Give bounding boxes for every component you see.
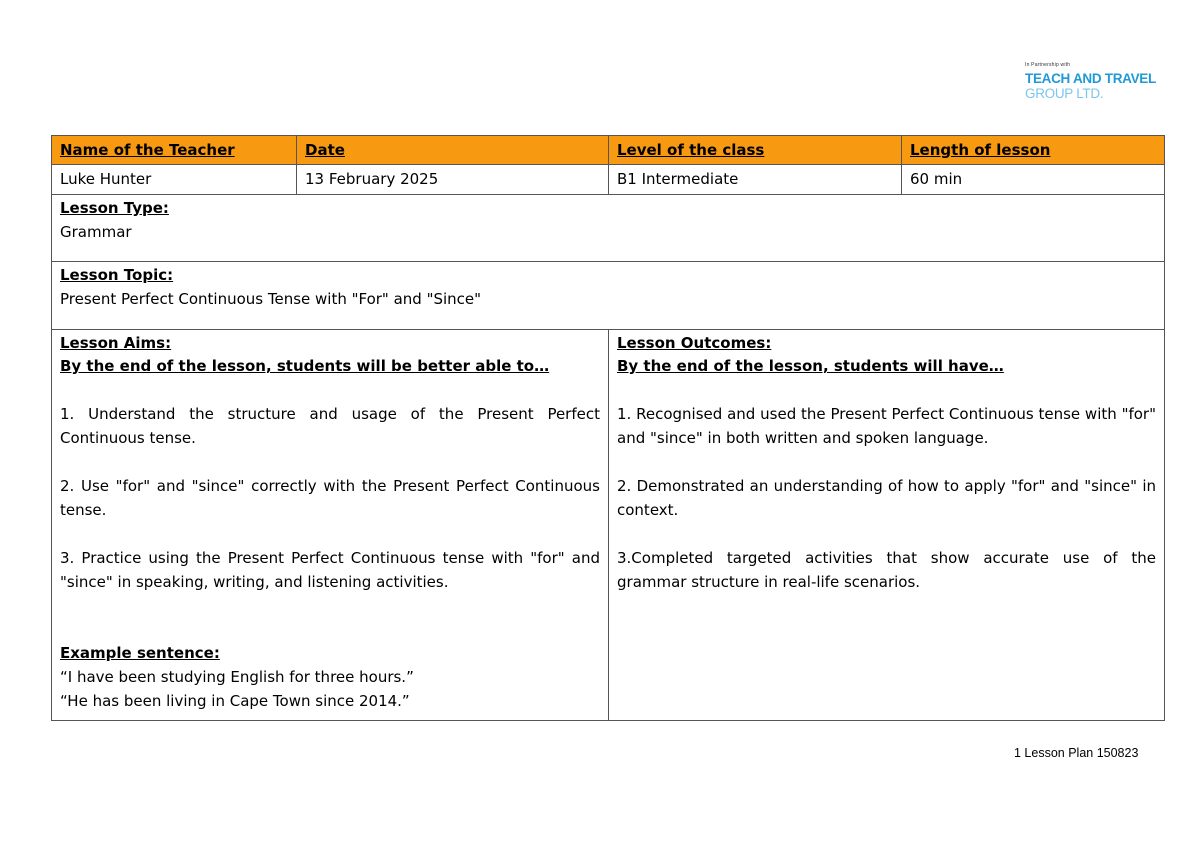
details-row bbox=[52, 165, 1165, 195]
outcomes-label: Lesson Outcomes: bbox=[617, 334, 772, 352]
outcome-item-3: 3.Completed targeted activities that show accurate use of the grammar structure in real-life scenarios. bbox=[617, 549, 1156, 591]
company-logo bbox=[1025, 62, 1160, 101]
header-row bbox=[52, 136, 1165, 165]
lesson-length: 60 min bbox=[902, 165, 1165, 195]
lesson-type-label: Lesson Type: bbox=[60, 199, 169, 217]
lesson-topic-label: Lesson Topic: bbox=[60, 266, 174, 284]
aims-cell bbox=[52, 330, 609, 721]
class-level: B1 Intermediate bbox=[609, 165, 902, 195]
logo-line-1: TEACH AND TRAVEL bbox=[1025, 71, 1156, 86]
aims-outcomes-row bbox=[52, 330, 1165, 721]
aims-sublabel: By the end of the lesson, students will be better able to… bbox=[60, 357, 550, 375]
logo-tagline: In Partnership with bbox=[1025, 62, 1071, 68]
page-footer: 1 Lesson Plan 150823 bbox=[1014, 746, 1139, 760]
example-sentence-1: “I have been studying English for three hours.” bbox=[60, 668, 414, 686]
lesson-type-value: Grammar bbox=[60, 223, 132, 241]
lesson-date: 13 February 2025 bbox=[297, 165, 609, 195]
header-level: Level of the class bbox=[609, 136, 902, 165]
outcome-item-2: 2. Demonstrated an understanding of how to apply "for" and "since" in context. bbox=[617, 477, 1156, 519]
lesson-plan-table bbox=[51, 135, 1165, 721]
lesson-topic-value: Present Perfect Continuous Tense with "For" and "Since" bbox=[60, 290, 482, 308]
aim-item-1: 1. Understand the structure and usage of the Present Perfect Continuous tense. bbox=[60, 405, 600, 447]
aim-item-2: 2. Use "for" and "since" correctly with the Present Perfect Continuous tense. bbox=[60, 477, 600, 519]
aims-label: Lesson Aims: bbox=[60, 334, 172, 352]
header-length: Length of lesson bbox=[902, 136, 1165, 165]
header-date: Date bbox=[297, 136, 609, 165]
outcomes-sublabel: By the end of the lesson, students will have… bbox=[617, 357, 1004, 375]
example-label: Example sentence: bbox=[60, 644, 220, 662]
aim-item-3: 3. Practice using the Present Perfect Continuous tense with "for" and "since" in speaking, writing, and listening activities. bbox=[60, 549, 600, 591]
lesson-topic-row bbox=[52, 262, 1165, 330]
lesson-type-row bbox=[52, 195, 1165, 262]
example-sentence-2: “He has been living in Cape Town since 2014.” bbox=[60, 692, 410, 710]
outcome-item-1: 1. Recognised and used the Present Perfect Continuous tense with "for" and "since" in both written and spoken language. bbox=[617, 405, 1156, 447]
outcomes-cell bbox=[609, 330, 1165, 721]
teacher-name: Luke Hunter bbox=[52, 165, 297, 195]
header-teacher: Name of the Teacher bbox=[52, 136, 297, 165]
logo-line-2: GROUP LTD. bbox=[1025, 86, 1104, 101]
